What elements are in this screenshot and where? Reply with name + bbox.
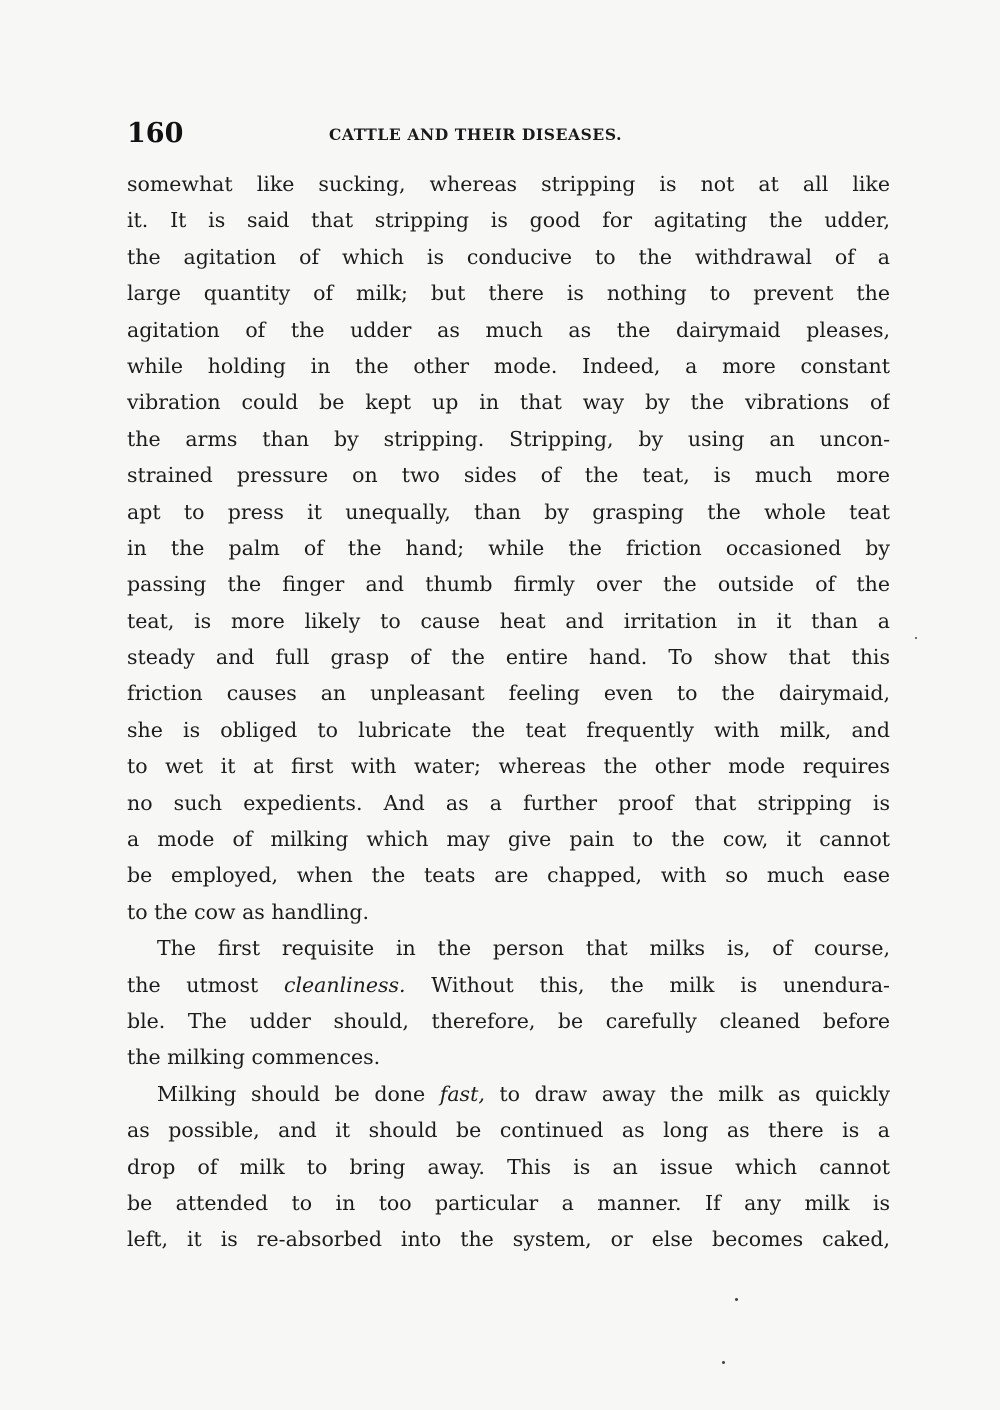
italic-word: cleanliness.	[283, 972, 406, 997]
text-line: friction causes an unpleasant feeling even to the dairymaid,	[127, 681, 890, 706]
text-line: drop of milk to bring away. This is an issue which cannot	[127, 1154, 890, 1179]
paragraph-start-line: The first requisite in the person that milks is, of course,	[157, 936, 890, 961]
text-line: large quantity of milk; but there is nothing to prevent the	[127, 281, 890, 306]
text-line: teat, is more likely to cause heat and irritation in it than a	[127, 608, 890, 633]
text-line: be employed, when the teats are chapped, with so much ease	[127, 863, 890, 888]
text-line: passing the finger and thumb firmly over the outside of the	[127, 572, 890, 597]
text-line: ble. The udder should, therefore, be carefully cleaned before	[127, 1008, 890, 1033]
paragraph-start-line: Milking should be done fast, to draw away the milk as quickly	[157, 1081, 890, 1106]
text-line: somewhat like sucking, whereas stripping is not at all like	[127, 172, 890, 196]
text-line: to wet it at first with water; whereas the other mode requires	[127, 754, 890, 779]
paragraph-end-line: to the cow as handling.	[127, 899, 370, 924]
text-line: the agitation of which is conducive to the withdrawal of a	[127, 244, 890, 269]
running-title: CATTLE AND THEIR DISEASES.	[329, 125, 623, 144]
running-head	[127, 116, 890, 152]
text-line: apt to press it unequally, than by grasping the whole teat	[127, 499, 890, 524]
paper-speck	[915, 637, 917, 639]
text-line: a mode of milking which may give pain to the cow, it cannot	[127, 827, 890, 852]
text-line: while holding in the other mode. Indeed, a more constant	[127, 353, 890, 378]
text-line: in the palm of the hand; while the friction occasioned by	[127, 535, 890, 560]
text-line: no such expedients. And as a further proof that stripping is	[127, 790, 890, 815]
page-number: 160	[127, 118, 184, 149]
text-line: she is obliged to lubricate the teat frequently with milk, and	[127, 717, 890, 742]
text-line: as possible, and it should be continued as long as there is a	[127, 1118, 890, 1143]
text-line: be attended to in too particular a manner. If any milk is	[127, 1190, 890, 1215]
paper-speck	[722, 1361, 725, 1364]
text-line: steady and full grasp of the entire hand. To show that this	[127, 645, 890, 670]
paper-speck	[735, 1298, 738, 1301]
text-line: left, it is re-absorbed into the system, or else becomes caked,	[127, 1227, 890, 1252]
text-line: agitation of the udder as much as the dairymaid pleases,	[127, 317, 890, 342]
text-line: the utmost cleanliness. Without this, the milk is unendura-	[127, 972, 890, 997]
text-line: the arms than by stripping. Stripping, by using an uncon-	[127, 426, 890, 451]
text-line: vibration could be kept up in that way by the vibrations of	[127, 390, 890, 415]
text-line: strained pressure on two sides of the teat, is much more	[127, 463, 890, 488]
body-text	[127, 166, 890, 1258]
italic-word: fast,	[439, 1081, 485, 1106]
text-line: it. It is said that stripping is good for agitating the udder,	[127, 208, 890, 233]
paragraph-end-line: the milking commences.	[127, 1045, 381, 1070]
